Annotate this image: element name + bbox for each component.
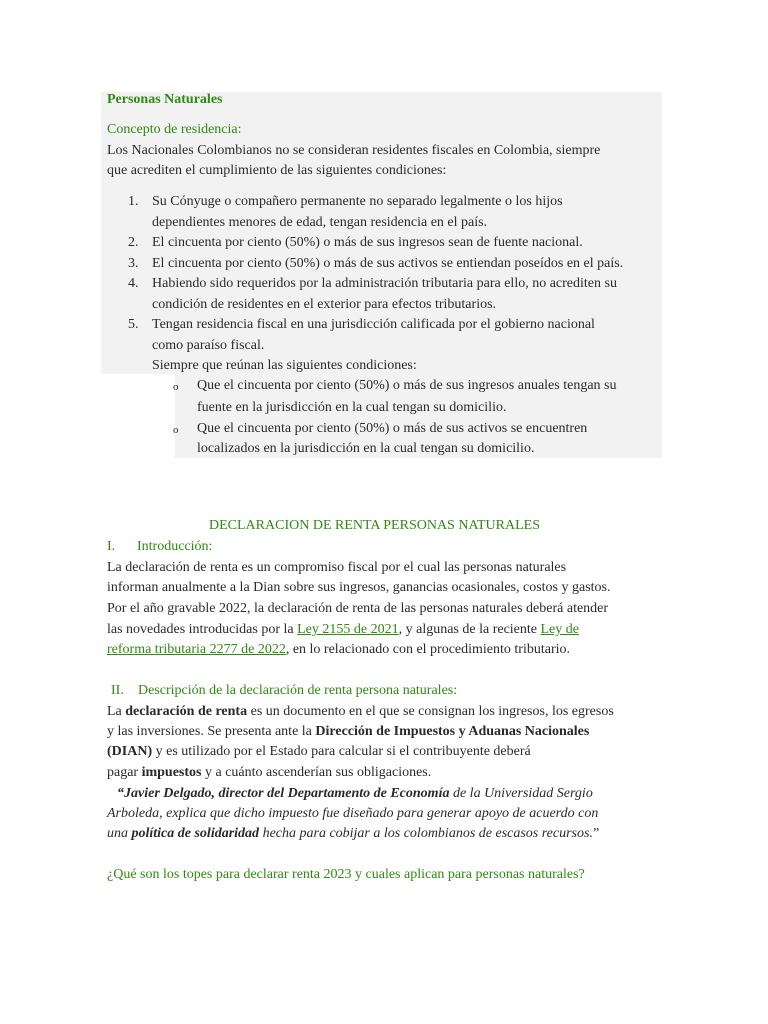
heading-1-text: Introducción: (137, 539, 213, 554)
bold-term: (DIAN) (107, 744, 153, 759)
conditions-intro: Siempre que reúnan las siguientes condiciones: (152, 358, 417, 373)
bold-term: “Javier Delgado, director del Departamento de Economía (117, 786, 450, 801)
bullet-icon: o (173, 424, 179, 436)
intro-para-line-3: Por el año gravable 2022, la declaración de renta de las personas naturales deberá atender (107, 601, 609, 616)
intro-line-1: Los Nacionales Colombianos no se consideran residentes fiscales en Colombia, siempre (107, 143, 601, 158)
list-item-1-line-2: dependientes menores de edad, tengan residencia en el país. (152, 215, 488, 230)
list-number: 3. (128, 256, 139, 271)
heading-2-number: II. (111, 683, 124, 698)
intro-para-line-2: informan anualmente a la Dian sobre sus ingresos, ganancias ocasionales, costos y gastos. (107, 580, 611, 595)
subitem-2-line-2: localizados en la jurisdicción en la cual tengan su domicilio. (197, 441, 535, 456)
bullet-icon: o (173, 381, 179, 393)
law-2155-link[interactable]: Ley 2155 de 2021 (297, 622, 399, 637)
desc-line-2 (107, 722, 589, 742)
closing-quote: ” (592, 826, 600, 841)
reform-law-link-part-2[interactable]: reforma tributaria 2277 de 2022 (107, 642, 286, 657)
text-span: , y algunas de la reciente (398, 622, 541, 637)
bold-term: impuestos (141, 765, 202, 780)
list-number: 2. (128, 235, 139, 250)
list-number: 5. (128, 317, 139, 332)
intro-line-2: que acrediten el cumplimiento de las siguientes condiciones: (107, 163, 447, 178)
text-span: y a cuánto ascenderían sus obligaciones. (201, 765, 432, 780)
list-number: 1. (128, 194, 139, 209)
quote-line-3 (107, 824, 599, 844)
text-span: , en lo relacionado con el procedimiento tributario. (285, 642, 571, 657)
text-span: La (107, 704, 126, 719)
section-title: Personas Naturales (107, 92, 223, 107)
subitem-2-line-1: Que el cincuenta por ciento (50%) o más de sus activos se encuentren (197, 421, 588, 436)
section-subtitle: Concepto de residencia: (107, 122, 242, 137)
bold-term: Dirección de Impuestos y Aduanas Nacionales (315, 724, 590, 739)
text-span: y las inversiones. Se presenta ante la (107, 724, 316, 739)
list-item-5-line-1: Tengan residencia fiscal en una jurisdicción calificada por el gobierno nacional (152, 317, 595, 332)
list-number: 4. (128, 276, 139, 291)
bold-term: política de solidaridad (131, 826, 260, 841)
list-item-4-line-1: Habiendo sido requeridos por la administración tributaria para ello, no acrediten su (152, 276, 617, 291)
bold-term: declaración de renta (125, 704, 248, 719)
text-span: una (107, 826, 132, 841)
heading-1-number: I. (107, 539, 116, 554)
list-item-1-line-1: Su Cónyuge o compañero permanente no separado legalmente o los hijos (152, 194, 563, 209)
quote-line-1 (117, 784, 593, 804)
desc-line-4 (107, 763, 431, 783)
text-span: pagar (107, 765, 142, 780)
intro-para-line-5 (107, 640, 570, 660)
text-span: las novedades introducidas por la (107, 622, 298, 637)
intro-para-line-1: La declaración de renta es un compromiso fiscal por el cual las personas naturales (107, 560, 567, 575)
heading-2-text: Descripción de la declaración de renta persona naturales: (138, 683, 458, 698)
list-item-2-line-1: El cincuenta por ciento (50%) o más de sus ingresos sean de fuente nacional. (152, 235, 583, 250)
main-heading: DECLARACION DE RENTA PERSONAS NATURALES (209, 518, 541, 533)
subitem-1-line-1: Que el cincuenta por ciento (50%) o más de sus ingresos anuales tengan su (197, 378, 617, 393)
list-item-4-line-2: condición de residentes en el exterior para efectos tributarios. (152, 297, 497, 312)
question-heading: ¿Qué son los topes para declarar renta 2023 y cuales aplican para personas naturales? (107, 867, 585, 882)
desc-line-3 (107, 742, 531, 762)
text-span: y es utilizado por el Estado para calcular si el contribuyente deberá (152, 744, 531, 759)
list-item-5-line-2: como paraíso fiscal. (152, 338, 265, 353)
text-span: es un documento en el que se consignan los ingresos, los egresos (247, 704, 614, 719)
subitem-1-line-2: fuente en la jurisdicción en la cual tengan su domicilio. (197, 400, 507, 415)
list-item-3-line-1: El cincuenta por ciento (50%) o más de sus activos se entiendan poseídos en el país. (152, 256, 624, 271)
desc-line-1 (107, 702, 614, 722)
quote-line-2: Arboleda, explica que dicho impuesto fue diseñado para generar apoyo de acuerdo con (107, 806, 599, 821)
text-span: de la Universidad Sergio (449, 786, 593, 801)
text-span: hecha para cobijar a los colombianos de escasos recursos. (259, 826, 593, 841)
intro-para-line-4 (107, 620, 579, 640)
reform-law-link-part-1[interactable]: Ley de (540, 622, 579, 637)
